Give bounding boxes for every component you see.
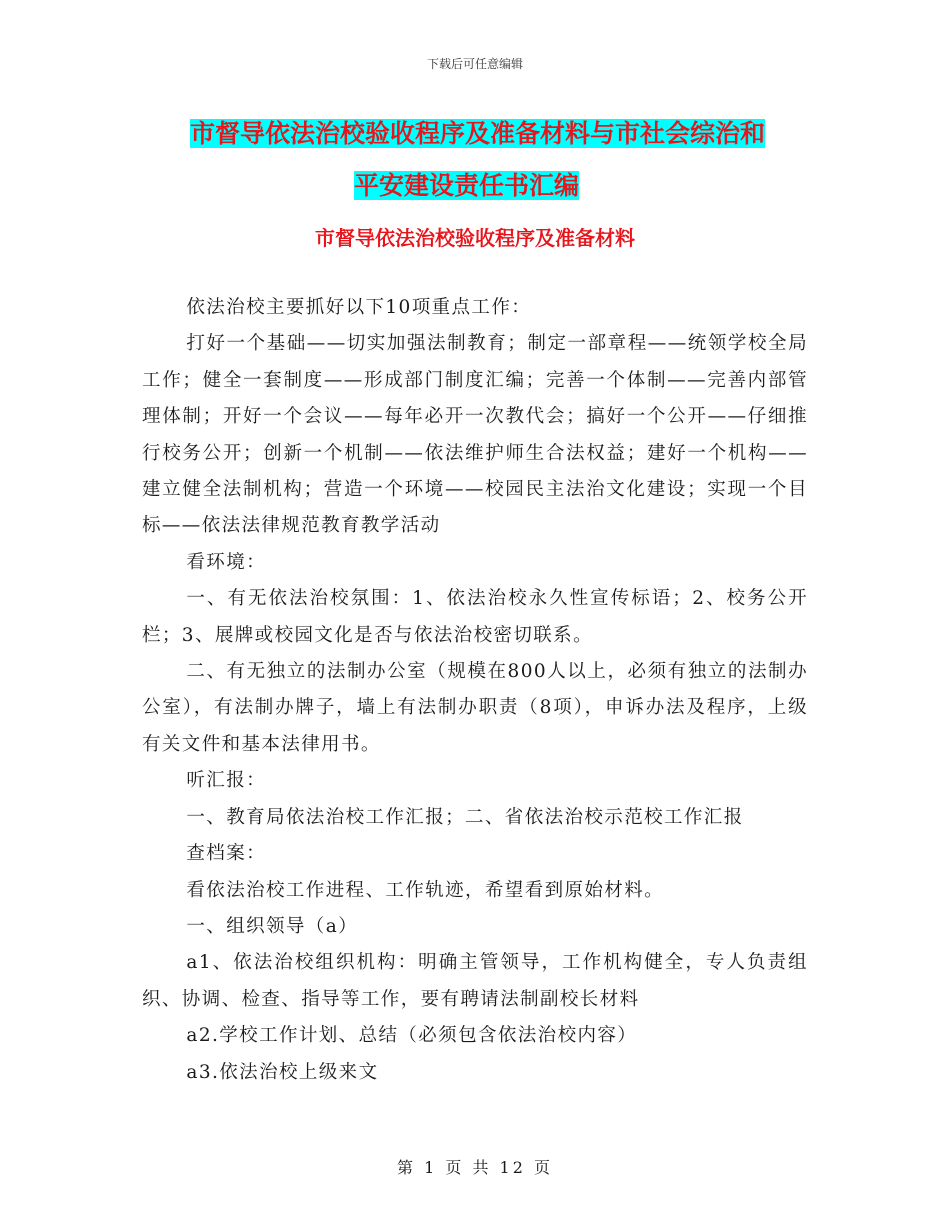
paragraph: 一、有无依法治校氛围：1、依法治校永久性宣传标语；2、校务公开栏；3、展牌或校园文化是否与依法治校密切联系。 bbox=[142, 588, 808, 646]
paragraph: 一、组织领导（a） bbox=[186, 915, 359, 937]
paragraph: a1、依法治校组织机构：明确主管领导，工作机构健全，专人负责组织、协调、检查、指导等工作，要有聘请法制副校长材料 bbox=[142, 952, 808, 1010]
paragraph: a2.学校工作计划、总结（必须包含依法治校内容） bbox=[186, 1025, 638, 1047]
paragraph: 一、教育局依法治校工作汇报；二、省依法治校示范校工作汇报 bbox=[186, 806, 744, 828]
paragraph: a3.依法治校上级来文 bbox=[186, 1061, 379, 1083]
paragraph: 依法治校主要抓好以下10项重点工作： bbox=[186, 297, 532, 318]
paragraph: 二、有无独立的法制办公室（规模在800人以上，必须有独立的法制办公室），有法制办牌子，墙上有法制办职责（8项），申诉办法及程序，上级有关文件和基本法律用书。 bbox=[142, 661, 808, 755]
paragraph: 听汇报： bbox=[186, 770, 266, 792]
paragraph: 打好一个基础——切实加强法制教育；制定一部章程——统领学校全局工作；健全一套制度——形成部门制度汇编；完善一个体制——完善内部管理体制；开好一个会议——每年必开一次教代会；搞好一个公开——仔细推行校务公开；创新一个机制——依法维护师生合法权益；建好一个机构——建立健全法制机构；营造一个环境——校园民主法治文化建设；实现一个目标——依法法律规范教育教学活动 bbox=[142, 333, 808, 537]
page-footer: 第 1 页 共 12 页 bbox=[397, 1158, 553, 1177]
body-text bbox=[142, 290, 808, 1091]
section-title: 市督导依法治校验收程序及准备材料 bbox=[315, 226, 635, 250]
document-title bbox=[190, 108, 810, 212]
document-title-line2: 平安建设责任书汇编 bbox=[354, 171, 580, 200]
document-title-line1: 市督导依法治校验收程序及准备材料与市社会综治和 bbox=[190, 119, 766, 148]
header-note: 下载后可任意编辑 bbox=[426, 57, 523, 71]
paragraph: 看依法治校工作进程、工作轨迹，希望看到原始材料。 bbox=[186, 879, 664, 901]
paragraph: 查档案： bbox=[186, 843, 266, 865]
paragraph: 看环境： bbox=[186, 551, 266, 573]
